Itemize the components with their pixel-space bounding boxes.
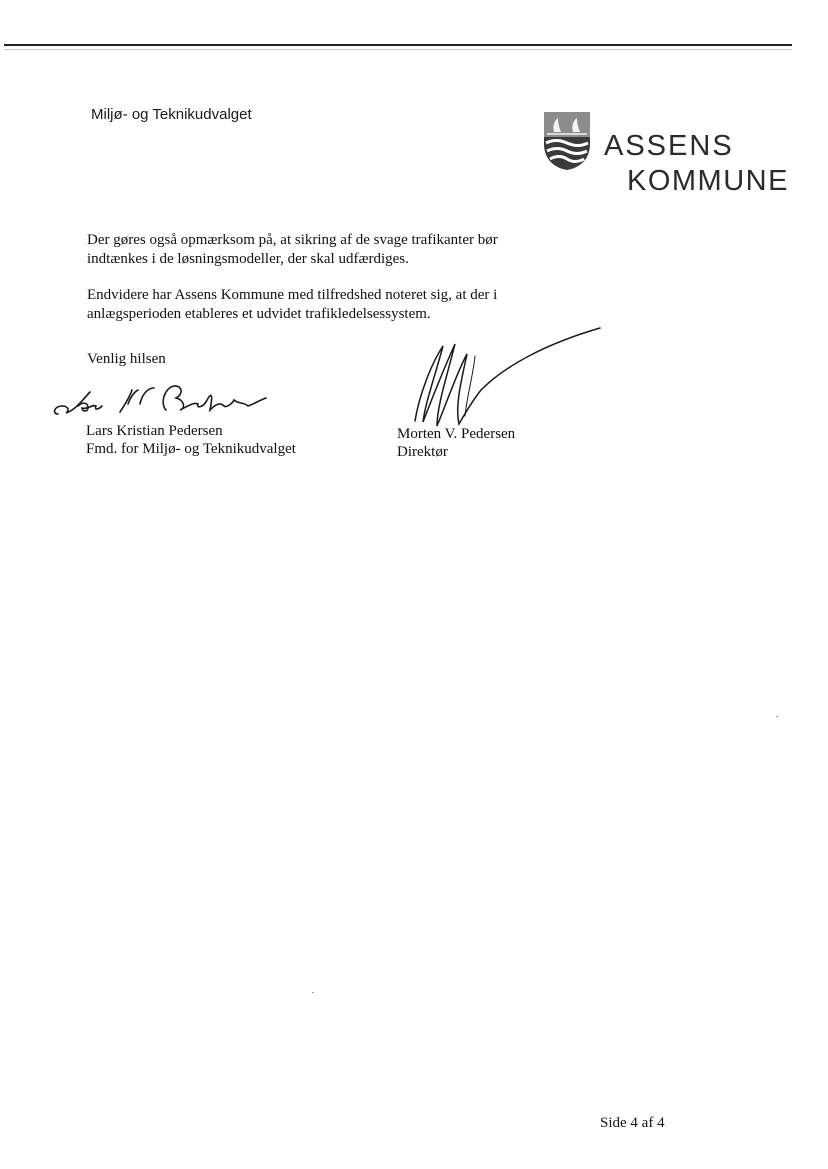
signer-right-title: Direktør: [397, 444, 448, 460]
signer-right: [397, 425, 515, 461]
logo-text-assens: ASSENS: [604, 130, 734, 162]
assens-kommune-logo: [541, 110, 789, 200]
paragraph-1: [87, 231, 557, 269]
signer-left-name: Lars Kristian Pedersen: [86, 423, 223, 439]
signature-right-icon: [395, 326, 605, 436]
paragraph-2-line-2: anlægsperioden etableres et udvidet trafikledelsessystem.: [87, 306, 431, 322]
signer-left: [86, 422, 296, 458]
coat-of-arms-icon: [541, 110, 593, 172]
scan-speck: [776, 716, 778, 717]
signer-right-name: Morten V. Pedersen: [397, 426, 516, 442]
paragraph-2-line-1: Endvidere har Assens Kommune med tilfredshed noteret sig, at der i: [87, 287, 498, 303]
signer-left-title: Fmd. for Miljø- og Teknikudvalget: [86, 441, 296, 457]
page-number: Side 4 af 4: [600, 1115, 665, 1131]
paragraph-1-line-2: indtænkes i de løsningsmodeller, der skal udfærdiges.: [87, 251, 409, 267]
paragraph-2: [87, 286, 557, 324]
signature-left-icon: [48, 380, 273, 422]
paragraph-1-line-1: Der gøres også opmærksom på, at sikring af de svage trafikanter bør: [87, 232, 498, 248]
logo-text-kommune: KOMMUNE: [627, 165, 789, 197]
top-rule-faint: [4, 49, 792, 50]
committee-header: Miljø- og Teknikudvalget: [91, 106, 252, 123]
top-rule: [4, 44, 792, 46]
scan-speck: [312, 992, 314, 993]
greeting: Venlig hilsen: [87, 351, 166, 367]
